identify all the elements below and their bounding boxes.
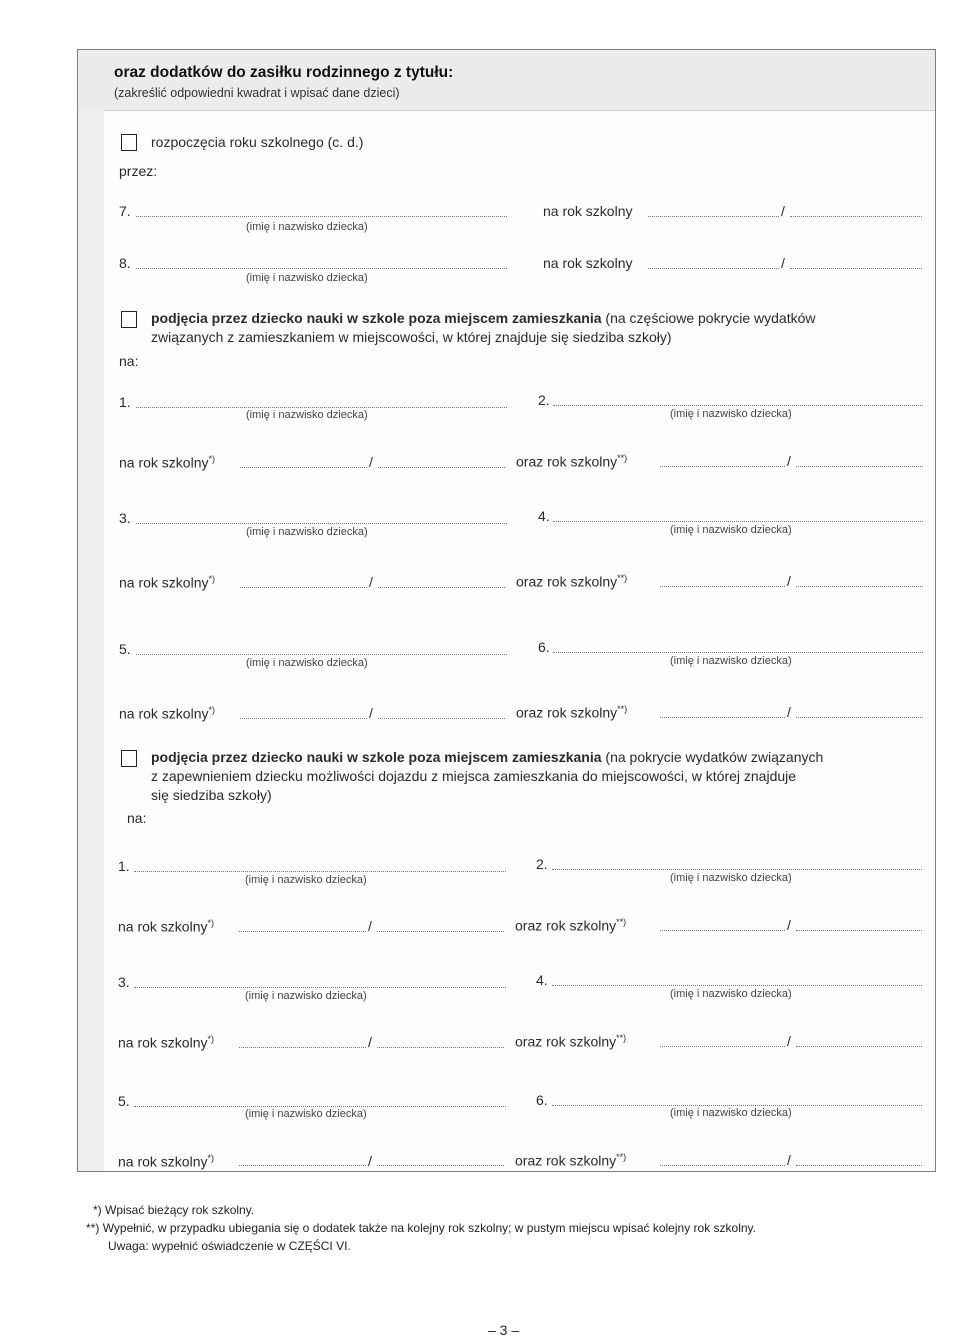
year-slash: /: [781, 255, 785, 271]
school-year-label: na rok szkolny: [543, 255, 633, 271]
s2-child-name-field-6[interactable]: [553, 652, 923, 653]
footnote-2: [86, 1221, 756, 1235]
s3-school-year-1a[interactable]: [239, 931, 366, 932]
child-name-field-8[interactable]: [136, 268, 507, 269]
school-year-label: na rok szkolny: [543, 203, 633, 219]
field-hint: (imię i nazwisko dziecka): [246, 221, 368, 233]
footnote-3: Uwaga: wypełnić oświadczenie w CZĘŚCI VI.: [108, 1239, 351, 1253]
next-year-label: [515, 917, 626, 934]
footnote-1-text: Wpisać bieżący rok szkolny.: [105, 1203, 255, 1217]
school-start-label: rozpoczęcia roku szkolnego (c. d.): [151, 134, 364, 150]
field-hint: (imię i nazwisko dziecka): [245, 1108, 367, 1120]
residence-label-rest: (na częściowe pokrycie wydatków: [605, 310, 816, 326]
commute-checkbox[interactable]: [121, 750, 137, 767]
page-number: – 3 –: [488, 1322, 520, 1338]
row-number: 2.: [538, 392, 550, 408]
row-number: 5.: [119, 641, 131, 657]
field-hint: (imię i nazwisko dziecka): [246, 409, 368, 421]
school-year-field-7b[interactable]: [790, 216, 922, 217]
school-year-label: [119, 705, 215, 722]
school-year-field-7a[interactable]: [648, 216, 779, 217]
next-year-text: oraz rok szkolny: [516, 453, 618, 470]
s2-next-year-2a[interactable]: [660, 586, 785, 587]
s2-school-year-1b[interactable]: [378, 467, 505, 468]
footnote-mark: *): [208, 705, 215, 715]
s2-child-name-field-5[interactable]: [136, 654, 507, 655]
row-number: 1.: [118, 858, 130, 874]
field-hint: (imię i nazwisko dziecka): [246, 526, 368, 538]
s2-school-year-3a[interactable]: [240, 718, 367, 719]
year-slash: /: [368, 1034, 372, 1050]
s3-next-year-2b[interactable]: [796, 1046, 922, 1047]
row-number: 4.: [538, 508, 550, 524]
s3-next-year-1a[interactable]: [660, 930, 785, 931]
footnote-mark: **): [617, 573, 628, 583]
next-year-text: oraz rok szkolny: [515, 1033, 617, 1050]
next-year-label: [516, 453, 627, 470]
row-number: 6.: [538, 639, 550, 655]
field-hint: (imię i nazwisko dziecka): [670, 408, 792, 420]
school-year-text: na rok szkolny: [119, 574, 209, 591]
next-year-label: [515, 1152, 626, 1169]
next-year-label: [516, 573, 627, 590]
residence-label-line2: związanych z zamieszkaniem w miejscowości, w której znajduje się siedziba szkoły): [151, 329, 672, 345]
row-number: 4.: [536, 972, 548, 988]
row-number: 3.: [119, 510, 131, 526]
footnote-mark: *): [208, 574, 215, 584]
row-number: 2.: [536, 856, 548, 872]
row-number: 8.: [119, 255, 131, 271]
year-slash: /: [368, 918, 372, 934]
school-year-field-8b[interactable]: [790, 268, 922, 269]
side-strip: [78, 110, 104, 1171]
school-year-label: [118, 918, 214, 935]
s3-child-name-field-6[interactable]: [552, 1105, 922, 1106]
footnote-2-mark: **): [86, 1221, 100, 1235]
s2-school-year-2b[interactable]: [378, 587, 505, 588]
s2-child-name-field-2[interactable]: [553, 405, 923, 406]
commute-label: [151, 749, 823, 765]
s2-school-year-1a[interactable]: [240, 467, 367, 468]
footnote-mark: **): [616, 917, 627, 927]
s3-school-year-2b[interactable]: [377, 1047, 504, 1048]
s2-next-year-1b[interactable]: [796, 466, 923, 467]
s3-school-year-2a[interactable]: [239, 1047, 366, 1048]
commute-label-line2: z zapewnieniem dziecku możliwości dojazdu z miejsca zamieszkania do miejscowości, w której znajduje: [151, 768, 797, 784]
next-year-label: [516, 704, 627, 721]
s3-school-year-1b[interactable]: [377, 931, 504, 932]
s3-child-name-field-3[interactable]: [134, 987, 506, 988]
year-slash: /: [368, 1153, 372, 1169]
s3-child-name-field-4[interactable]: [552, 985, 922, 986]
commute-label-rest: (na pokrycie wydatków związanych: [605, 749, 824, 765]
child-name-field-7[interactable]: [136, 216, 507, 217]
s2-child-name-field-1[interactable]: [136, 407, 507, 408]
s3-next-year-2a[interactable]: [660, 1046, 785, 1047]
section3-intro: na:: [127, 810, 147, 826]
field-hint: (imię i nazwisko dziecka): [670, 872, 792, 884]
school-year-text: na rok szkolny: [118, 1034, 208, 1051]
footnote-1-mark: *): [93, 1203, 102, 1217]
school-year-text: na rok szkolny: [119, 454, 209, 471]
year-slash: /: [369, 705, 373, 721]
year-slash: /: [787, 453, 791, 469]
year-slash: /: [787, 704, 791, 720]
footnote-mark: **): [616, 1033, 627, 1043]
s3-child-name-field-1[interactable]: [134, 871, 506, 872]
s3-child-name-field-2[interactable]: [552, 869, 922, 870]
form-title: oraz dodatków do zasiłku rodzinnego z tytułu:: [114, 64, 454, 81]
school-year-label: [118, 1153, 214, 1170]
next-year-text: oraz rok szkolny: [515, 917, 617, 934]
school-start-checkbox[interactable]: [121, 134, 137, 151]
residence-checkbox[interactable]: [121, 311, 137, 328]
footnote-mark: *): [208, 454, 215, 464]
year-slash: /: [781, 203, 785, 219]
school-year-text: na rok szkolny: [119, 705, 209, 722]
school-year-field-8a[interactable]: [648, 268, 779, 269]
row-number: 7.: [119, 203, 131, 219]
school-year-text: na rok szkolny: [118, 918, 208, 935]
year-slash: /: [369, 454, 373, 470]
residence-label: [151, 310, 816, 326]
field-hint: (imię i nazwisko dziecka): [245, 990, 367, 1002]
footnote-mark: **): [616, 1152, 627, 1162]
row-number: 6.: [536, 1092, 548, 1108]
footnote-mark: *): [207, 1034, 214, 1044]
school-year-text: na rok szkolny: [118, 1153, 208, 1170]
school-year-label: [118, 1034, 214, 1051]
s3-school-year-3a[interactable]: [239, 1165, 366, 1166]
footnote-mark: **): [617, 453, 628, 463]
s2-school-year-3b[interactable]: [378, 718, 505, 719]
section1-intro: przez:: [119, 163, 158, 179]
s2-next-year-1a[interactable]: [660, 466, 785, 467]
field-hint: (imię i nazwisko dziecka): [246, 657, 368, 669]
year-slash: /: [787, 1033, 791, 1049]
field-hint: (imię i nazwisko dziecka): [670, 1107, 792, 1119]
year-slash: /: [787, 573, 791, 589]
s2-next-year-3b[interactable]: [796, 717, 923, 718]
next-year-text: oraz rok szkolny: [515, 1152, 617, 1169]
field-hint: (imię i nazwisko dziecka): [670, 524, 792, 536]
s2-child-name-field-3[interactable]: [136, 523, 507, 524]
school-year-label: [119, 454, 215, 471]
footnote-2-text: Wypełnić, w przypadku ubiegania się o dodatek także na kolejny rok szkolny; w pustym miejscu wpisać kolejny rok szkolny.: [102, 1221, 756, 1235]
next-year-text: oraz rok szkolny: [516, 704, 618, 721]
commute-label-bold: podjęcia przez dziecko nauki w szkole poza miejscem zamieszkania: [151, 749, 602, 765]
commute-label-line3: się siedziba szkoły): [151, 787, 272, 803]
footnote-mark: *): [207, 1153, 214, 1163]
field-hint: (imię i nazwisko dziecka): [670, 988, 792, 1000]
s3-school-year-3b[interactable]: [377, 1165, 504, 1166]
year-slash: /: [787, 917, 791, 933]
s3-next-year-3a[interactable]: [660, 1165, 785, 1166]
s3-next-year-1b[interactable]: [796, 930, 922, 931]
form-subtitle: (zakreślić odpowiedni kwadrat i wpisać dane dzieci): [114, 86, 400, 100]
form-frame: [77, 49, 936, 1172]
footnote-mark: **): [617, 704, 628, 714]
row-number: 5.: [118, 1093, 130, 1109]
s3-next-year-3b[interactable]: [796, 1165, 922, 1166]
s2-school-year-2a[interactable]: [240, 587, 367, 588]
footnote-mark: *): [207, 918, 214, 928]
s2-next-year-2b[interactable]: [796, 586, 923, 587]
residence-label-bold: podjęcia przez dziecko nauki w szkole poza miejscem zamieszkania: [151, 310, 602, 326]
s2-next-year-3a[interactable]: [660, 717, 785, 718]
s2-child-name-field-4[interactable]: [553, 521, 923, 522]
year-slash: /: [787, 1152, 791, 1168]
row-number: 1.: [119, 394, 131, 410]
year-slash: /: [369, 574, 373, 590]
section2-intro: na:: [119, 353, 139, 369]
field-hint: (imię i nazwisko dziecka): [246, 272, 368, 284]
s3-child-name-field-5[interactable]: [134, 1106, 506, 1107]
footnote-1: [93, 1203, 254, 1217]
field-hint: (imię i nazwisko dziecka): [245, 874, 367, 886]
row-number: 3.: [118, 974, 130, 990]
field-hint: (imię i nazwisko dziecka): [670, 655, 792, 667]
next-year-label: [515, 1033, 626, 1050]
next-year-text: oraz rok szkolny: [516, 573, 618, 590]
school-year-label: [119, 574, 215, 591]
